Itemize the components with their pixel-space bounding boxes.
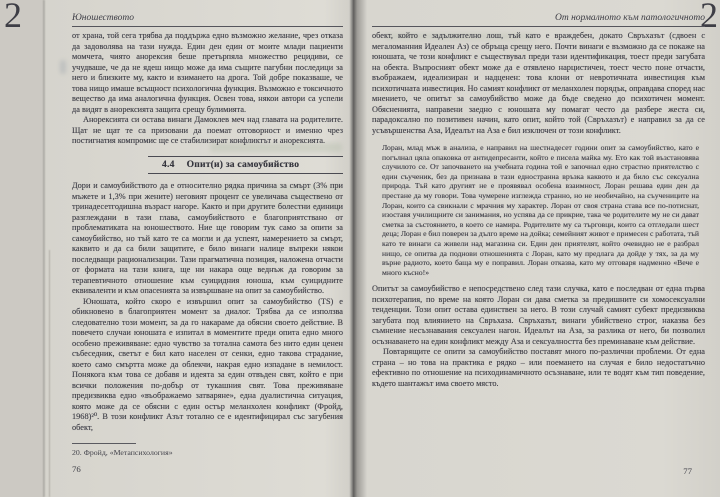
- right-text-column: [372, 31, 705, 389]
- left-text-column: [72, 31, 343, 433]
- running-header-right: От нормалното към патологичното: [372, 13, 705, 27]
- corner-chapter-number-left: 2: [4, 0, 22, 35]
- paragraph: Повтарящите се опити за самоубийство поставят много по-различни проблеми. От една страна – но това на практика е рядко – или поемането на случая е било недостатъчно ефективно по отношение на психодинамичното осъзнаване, или те водят към тип поведение, където шантажът има своето място.: [372, 347, 705, 388]
- paragraph: Опитът за самоубийство е непосредствено след тази случка, като е последван от една първа психотерапия, по време на която Лоран си дава сметка за предишните си хомосексуални тенденции. Този опит остава единствен за него. В този случай самият субект предизвиква загубата под влиянието на Свръхаза. Свръхазът, винаги убийствено строг, наказва без съмнение несъзнавания сексуален нагон. Идеалът на Аза, за разлика от него, би позволил осъзнаването на един конфликт между Аза и сексуалността без преминаване към действие.: [372, 284, 705, 346]
- footnote-block: [72, 443, 343, 474]
- running-header-left: Юношеството: [72, 13, 343, 27]
- scanner-margin: [0, 0, 44, 497]
- page-left: [4, 0, 347, 497]
- page-number-left: 76: [72, 464, 81, 474]
- footnote-text: 20. Фройд, «Метапсихология»: [72, 448, 173, 457]
- section-heading: [148, 156, 343, 175]
- section-title: Опит(и) за самоубийство: [186, 158, 300, 170]
- case-study: Лоран, млад мъж в анализа, е направил на шестнадесет години опит за самоубийство, като е погълнал цяла опаковка от антидепресанти, който е писела майка му. Ето как той възстановява случилото се. От започването на учебната година той е започнал едно страстно приятелство с един съученик, без да признава в тази едностранна връзка каквото и да било със сексуална природа. Тъй като другият не е проявявал особена взаимност, Лоран решава един ден да престане да му говори. Това чумерене изглежда странно, но не необичайно, на съучениците на Лоран, които са свикнали с мрачния му характер. Лоран от своя страна става все по-потиснат, изоставя училищните си занимания, но успява да се прикрие, така че родителите му не си дават сметка за състоянието, в което се намира. Родителите му са търговци, които са отгледали шест деца; Лоран е бил поверен за дълго време на дойка; семейният живот е примесен с работата, тъй като те винаги са живели над магазина си. Един ден приятелят, който очевидно не е разбрал нищо, се опитва да поднови отношенията с Лоран, като му предлага да дойде у тях, за да му върне радиото, което баща му е поправил. Лоран отказва, като му отговаря надменно «Вече е много късно!»: [382, 143, 700, 277]
- page-number-right: 77: [683, 466, 692, 476]
- paragraph: обект, който е задължително лош, тъй като е враждебен, докато Свръхазът (сдвоен с мегаломанния Идеален Аз) се обръща срещу него. Почти винаги е възможно да се покаже на юношата, че този конфликт е съществувал преди тази идентификация, тоест преди загубата на обекта. Въпросният обект може да е отявлено нарцистичен, тоест често поне отчасти, въображаем, идеализиран и надценен: това клони от невротичната инвестиция към психотичната инвестиция. Но самият конфликт от меланхолен порядък, оправдава според нас мнението, че опитът за самоубийство може да бъде сведено до психотичен момент. Обясненията, направени заедно с юношата му помагат често да разбере жеста си, парадоксално по позитивен начин, като опит, който той (Свръхазът) е направил за да се усъвършенства Аза, Идеалът на Аза е бил изключен от този конфликт.: [372, 31, 705, 135]
- paragraph: Дори и самоубийството да е относително рядка причина за смърт (3% при мъжете и 1,3% при жените) неговият процент се увеличава съществено от тринадесетгодишна възраст нагоре. Както и при другите болестни единици разглеждани в тази глава, самоубийството е благоприятствано от проблематиката на юношеството. Ние ще говорим тук само за опити за самоубийство, но тъй като те са могли и да успеят, намерението за смърт, каквито и да са били защитите, е било винаги налице въпреки някои последващи рационализации. Тази прагматична позиция, наложена отчасти от формата на тази книга, ще ни накара още веднъж да говорим за терапевтичното отношение към суицидния юноша, към суицидните еквиваленти и към опасенията за извършване на опит за самоубийство.: [72, 181, 343, 295]
- corner-chapter-number-right: 2: [700, 0, 718, 35]
- footnote-rule: [72, 443, 136, 444]
- paragraph: Юношата, който скоро е извършил опит за самоубийство (TS) е обикновено в благоприятен момент за диалог. Трябва да се използва следователно този момент, за да го накараме да обясни своето действие. В повечето случаи юношата е изпитал в моментите преди опита едно много особено преживяване: едно чувство за тотална самота без нито един ценен събеседник, светът е бил като населен от сенки, едно такова страдание, което само смъртта може да облекчи, накрая едно изпадане в немилост. Понякога към това се добавя и идеята за един отвъден свят, който е при всички положения по-добър от тукашния свят. Това преживяване предизвиква едно «въображаемо затваряне», една дуалистична ситуация, която може да се обясни с един остър меланхолен конфликт (Фройд, 1968)²⁰. В този конфликт Азът тотално се е идентифицирал със загубения обект,: [72, 296, 343, 432]
- paragraph: Анорексията си остава винаги Дамоклев меч над главата на родителите. Щат не щат те са призовани да поемат отговорност и именно чрез постигнатия компромис ще се стабилизират конфликтът и анорексията.: [72, 115, 343, 145]
- page-right: [352, 0, 720, 497]
- paragraph: от храна, той сега трябва да поддържа едно възможно желание, чрез отказа да задоволява на тази нужда. Един ден един от моите млади пациенти момчета, чиято анорексия беше претърпяла множество рецидиви, се учудваше, че да не ядеш нищо може да има същите пагубни последици за него и близките му, както и взимането на дрога. Той добре показваше, че това нищо имаше всъщност психологична функция. Възможно е токсичното вещество да има аналогична функция. Освен това, някои автори са успели да видят в анорексията защита срещу булимията.: [72, 31, 343, 114]
- section-number: 4.4: [162, 158, 175, 170]
